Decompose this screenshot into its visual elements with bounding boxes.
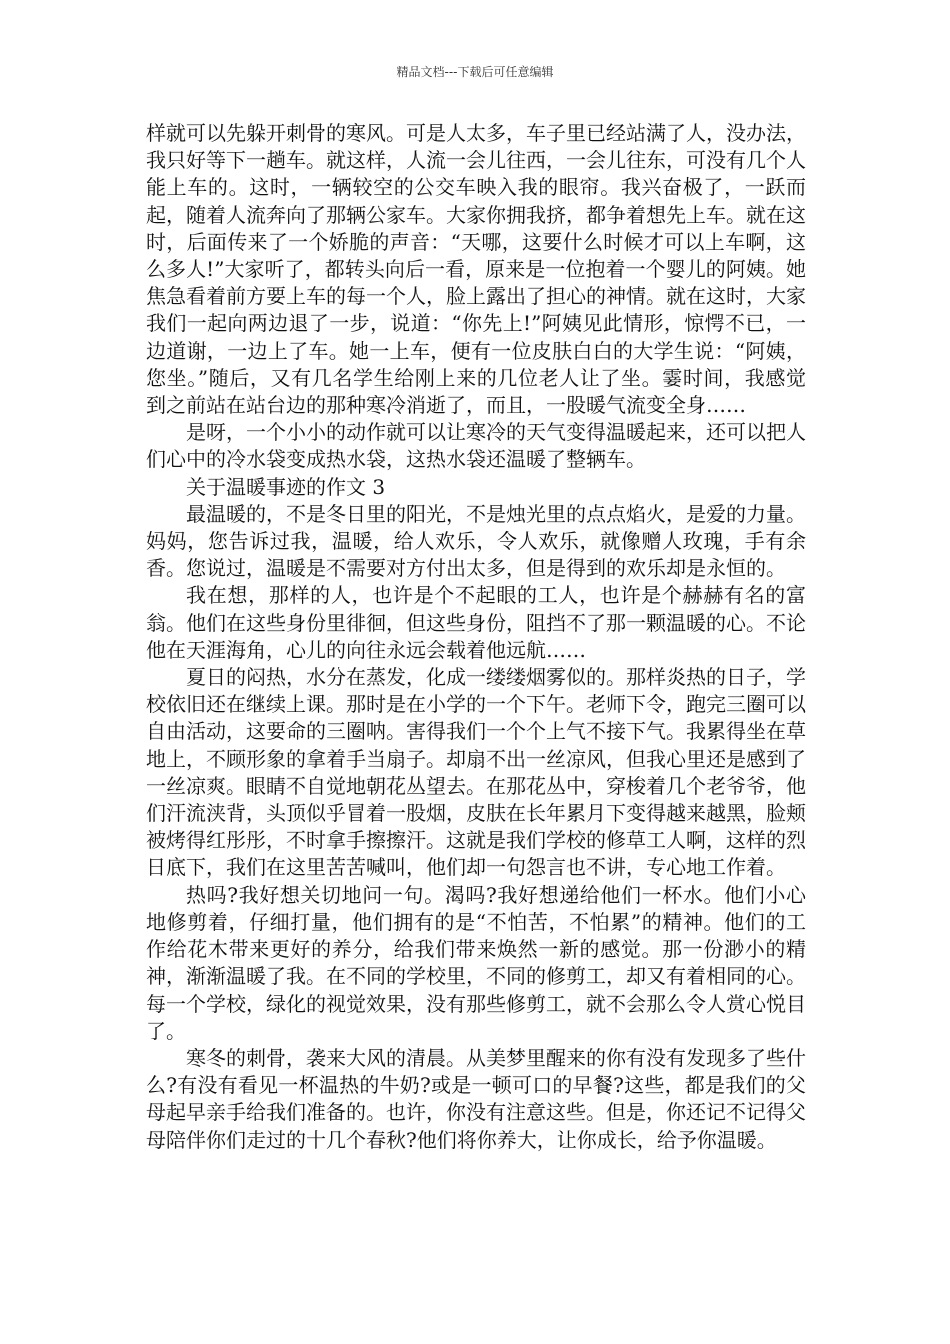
paragraph: 样就可以先躲开刺骨的寒风。可是人太多，车子里已经站满了人，没办法，我只好等下一趟车。就这样，人流一会儿往西，一会儿往东，可没有几个人能上车的。这时，一辆较空的公交车映入我的眼帘。我兴奋极了，一跃而起，随着人流奔向了那辆公家车。大家你拥我挤，都争着想先上车。就在这时，后面传来了一个娇脆的声音：“天哪，这要什么时候才可以上车啊，这么多人!”大家听了，都转头向后一看，原来是一位抱着一个婴儿的阿姨。她焦急看着前方要上车的每一个人，脸上露出了担心的神情。就在这时，大家我们一起向两边退了一步，说道：“你先上!”阿姨见此情形，惊愕不已，一边道谢，一边上了车。她一上车，便有一位皮肤白白的大学生说：“阿姨，您坐。”随后，又有几名学生给刚上来的几位老人让了坐。霎时间，我感觉到之前站在站台边的那种寒冷消逝了，而且，一股暖气流变全身……	[146, 121, 806, 418]
section-title: 关于温暖事迹的作文 3	[186, 474, 386, 499]
document-body	[146, 120, 806, 1154]
paragraph: 最温暖的，不是冬日里的阳光，不是烛光里的点点焰火，是爱的力量。妈妈，您告诉过我，温暖，给人欢乐，令人欢乐，就像赠人玫瑰，手有余香。您说过，温暖是不需要对方付出太多，但是得到的欢乐却是永恒的。	[146, 501, 806, 581]
paragraph: 夏日的闷热，水分在蒸发，化成一缕缕烟雾似的。那样炎热的日子，学校依旧还在继续上课。那时是在小学的一个下午。老师下令，跑完三圈可以自由活动，这要命的三圈呐。害得我们一个个上气不接下气。我累得坐在草地上，不顾形象的拿着手当扇子。却扇不出一丝凉风，但我心里还是感到了一丝凉爽。眼睛不自觉地朝花丛望去。在那花丛中，穿梭着几个老爷爷，他们汗流浃背，头顶似乎冒着一股烟，皮肤在长年累月下变得越来越黑，脸颊被烤得红彤彤，不时拿手擦擦汗。这就是我们学校的修草工人啊，这样的烈日底下，我们在这里苦苦喊叫，他们却一句怨言也不讲，专心地工作着。	[146, 665, 806, 880]
paragraph: 是呀，一个小小的动作就可以让寒冷的天气变得温暖起来，还可以把人们心中的冷水袋变成热水袋，这热水袋还温暖了整辆车。	[146, 420, 806, 472]
page-header: 精品文档---下载后可任意编辑	[396, 65, 554, 79]
paragraph: 我在想，那样的人，也许是个不起眼的工人，也许是个赫赫有名的富翁。他们在这些身份里徘徊，但这些身份，阻挡不了那一颗温暖的心。不论他在天涯海角，心儿的向往永远会载着他远航……	[146, 583, 806, 662]
paragraph: 热吗?我好想关切地问一句。渴吗?我好想递给他们一杯水。他们小心地修剪着，仔细打量，他们拥有的是“不怕苦，不怕累”的精神。他们的工作给花木带来更好的养分，给我们带来焕然一新的感觉。那一份渺小的精神，渐渐温暖了我。在不同的学校里，不同的修剪工，却又有着相同的心。每一个学校，绿化的视觉效果，没有那些修剪工，就不会那么令人赏心悦目了。	[146, 882, 806, 1043]
paragraph: 寒冬的刺骨，袭来大风的清晨。从美梦里醒来的你有没有发现多了些什么?有没有看见一杯温热的牛奶?或是一顿可口的早餐?这些，都是我们的父母起早亲手给我们准备的。也许，你没有注意这些。但是，你还记不记得父母陪伴你们走过的十几个春秋?他们将你养大，让你成长，给予你温暖。	[146, 1045, 806, 1152]
